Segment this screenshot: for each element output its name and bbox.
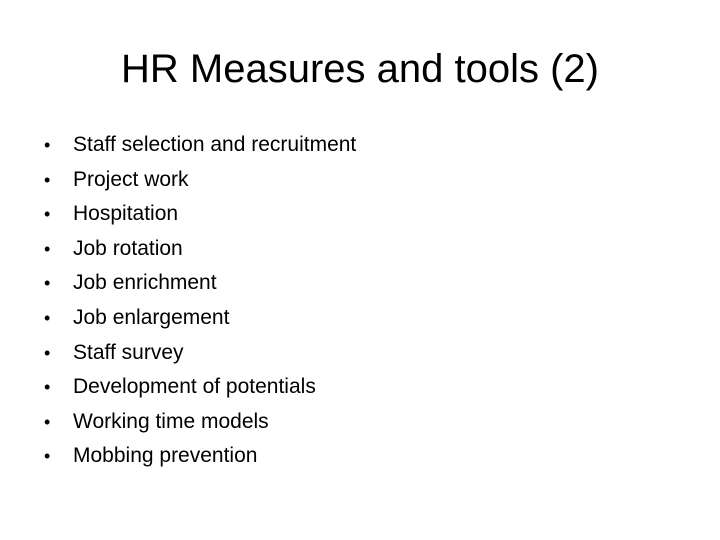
bullet-icon: • [44, 169, 51, 190]
list-item [44, 266, 684, 301]
list-item-text: Development of potentials [73, 375, 316, 399]
list-item-text: Mobbing prevention [73, 444, 258, 468]
list-item [44, 163, 684, 198]
list-item-text: Staff selection and recruitment [73, 133, 357, 156]
bullet-icon: • [44, 204, 51, 225]
list-item-text: Job rotation [73, 236, 183, 260]
list-item [44, 336, 684, 371]
list-item-text: Job enlargement [73, 305, 230, 329]
list-item [44, 128, 684, 163]
bullet-icon: • [44, 307, 51, 328]
list-item [44, 405, 684, 440]
bullet-icon: • [44, 411, 51, 432]
list-item [44, 301, 684, 336]
list-item-text: Working time models [73, 409, 269, 433]
bullet-icon: • [44, 342, 51, 363]
list-item-text: Job enrichment [73, 271, 217, 295]
bullet-list [44, 128, 684, 474]
list-item [44, 370, 684, 405]
list-item-text: Hospitation [73, 202, 179, 226]
bullet-icon: • [44, 273, 51, 294]
list-item [44, 232, 684, 267]
bullet-icon: • [44, 135, 51, 155]
list-item-text: Staff survey [73, 340, 184, 364]
slide-title: HR Measures and tools (2) [121, 47, 599, 91]
bullet-icon: • [44, 446, 51, 467]
bullet-icon: • [44, 377, 51, 398]
list-item [44, 197, 684, 232]
bullet-icon: • [44, 238, 51, 259]
list-item-text: Project work [73, 167, 189, 191]
list-item [44, 439, 684, 474]
